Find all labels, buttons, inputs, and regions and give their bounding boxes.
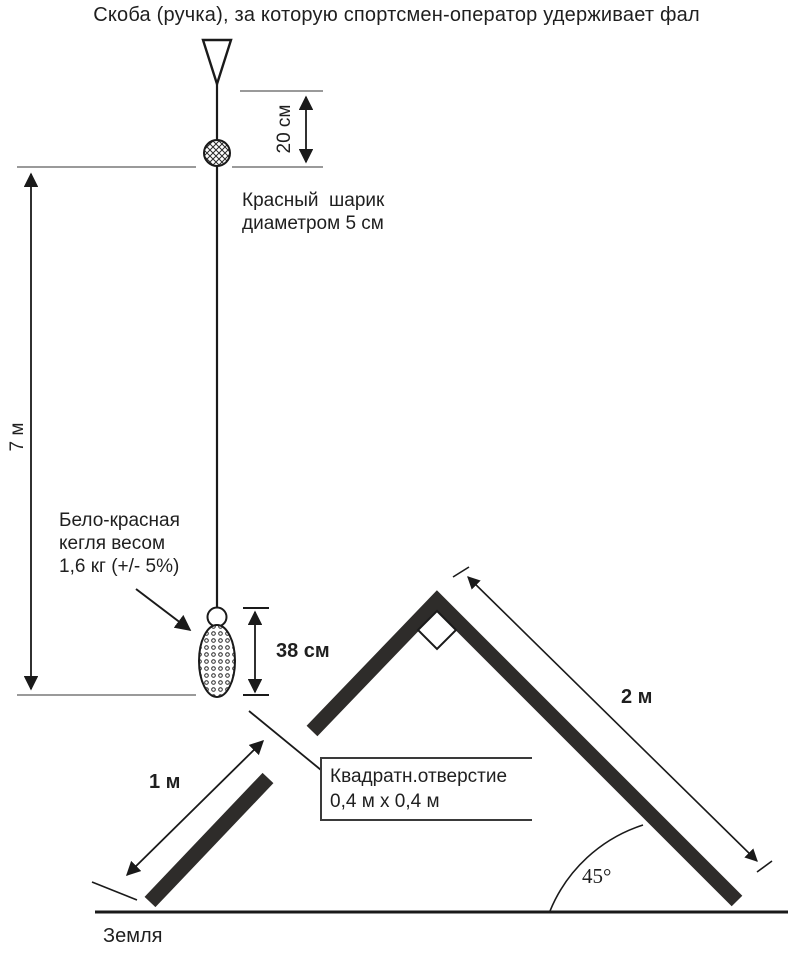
red-ball-label: [242, 189, 384, 235]
bar-left-lower: [150, 778, 268, 902]
pin-pointer-arrow: [136, 589, 190, 630]
pin-label-line2: кегля весом: [59, 533, 166, 554]
dim-1m-label: 1 м: [149, 771, 181, 793]
red-ball-label-line2: диаметром 5 см: [242, 213, 384, 234]
bar-roof: [312, 601, 737, 901]
square-hole-label-line1: Квадратн.отверстие: [330, 766, 508, 787]
pin-label: [59, 509, 180, 578]
dim-2m-slash-bottom: [757, 861, 772, 872]
dim-38cm-label: 38 см: [276, 640, 330, 662]
pin-label-line3: 1,6 кг (+/- 5%): [59, 556, 180, 577]
hole-leader-line: [249, 711, 321, 770]
red-ball-label-line1: Красный шарик: [242, 190, 385, 211]
square-hole-label-box: [320, 757, 532, 821]
square-hole-label-line2: 0,4 м x 0,4 м: [330, 791, 440, 812]
pin-body: [199, 625, 235, 697]
ground-label: Земля: [103, 925, 163, 947]
pin-label-line1: Бело-красная: [59, 510, 180, 531]
pin-neck-circle: [208, 608, 227, 627]
dim-1m-slash: [92, 882, 137, 900]
dim-2m-label: 2 м: [621, 686, 653, 708]
dim-20cm-label: 20 см: [274, 104, 295, 154]
handle-triangle: [203, 40, 231, 84]
dim-7m-label: 7 м: [7, 422, 28, 452]
angle-45-label: 45°: [582, 864, 612, 888]
red-ball: [204, 140, 230, 166]
diagram-title: Скоба (ручка), за которую спортсмен-оператор удерживает фал: [93, 4, 700, 26]
dim-2m-slash-top: [453, 567, 469, 577]
